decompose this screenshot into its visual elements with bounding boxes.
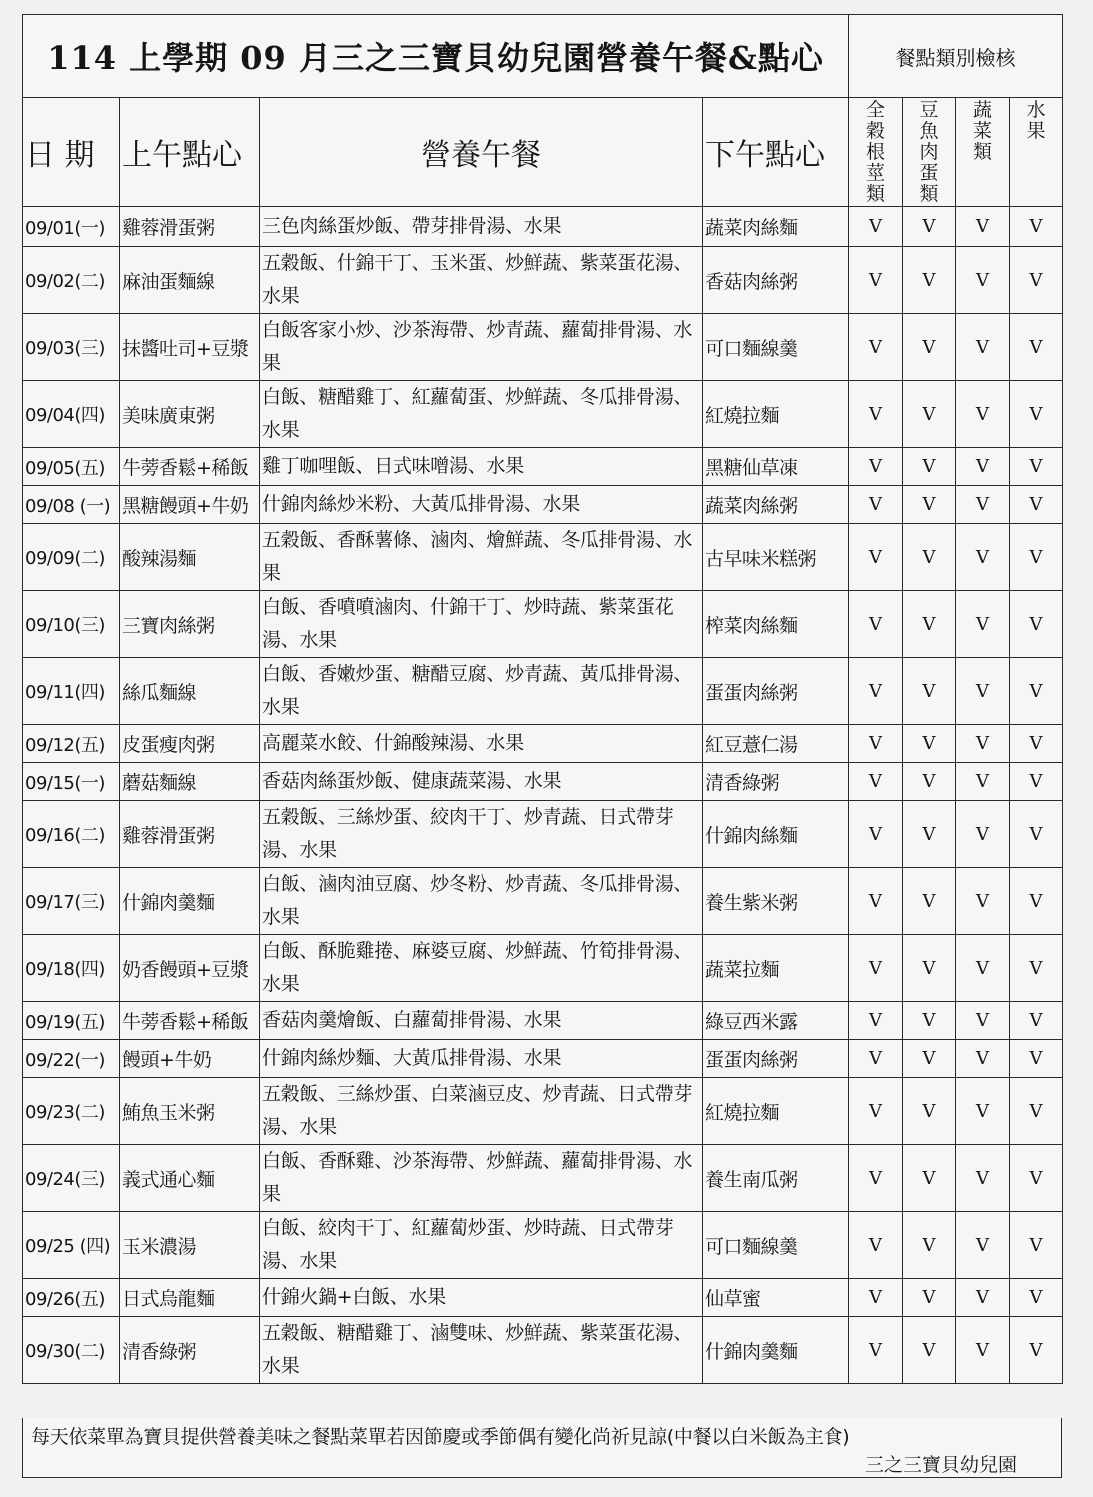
footer <box>22 1418 1062 1478</box>
check-protein: V <box>903 1078 956 1145</box>
check-fruit: V <box>1010 868 1063 935</box>
check-protein: V <box>903 868 956 935</box>
check-protein: V <box>903 1317 956 1384</box>
check-fruit: V <box>1010 381 1063 448</box>
am-snack-cell: 義式通心麵 <box>120 1145 260 1212</box>
check-vegetables: V <box>956 591 1010 658</box>
table-row <box>23 591 1063 658</box>
pm-snack-cell: 蔬菜拉麵 <box>703 935 849 1002</box>
check-protein: V <box>903 658 956 725</box>
check-protein: V <box>903 763 956 801</box>
am-snack-cell: 牛蒡香鬆+稀飯 <box>120 448 260 486</box>
pm-snack-cell: 綠豆西米露 <box>703 1002 849 1040</box>
am-snack-cell: 饅頭+牛奶 <box>120 1040 260 1078</box>
check-protein: V <box>903 381 956 448</box>
pm-snack-cell: 可口麵線羹 <box>703 314 849 381</box>
am-snack-cell: 皮蛋瘦肉粥 <box>120 725 260 763</box>
check-protein: V <box>903 1002 956 1040</box>
date-cell: 09/24(三) <box>23 1145 120 1212</box>
check-grains: V <box>849 1279 903 1317</box>
am-snack-cell: 蘑菇麵線 <box>120 763 260 801</box>
check-grains: V <box>849 1212 903 1279</box>
check-vegetables: V <box>956 763 1010 801</box>
check-protein: V <box>903 725 956 763</box>
lunch-cell: 什錦肉絲炒麵、大黃瓜排骨湯、水果 <box>260 1040 703 1078</box>
date-cell: 09/17(三) <box>23 868 120 935</box>
lunch-cell: 白飯、香嫩炒蛋、糖醋豆腐、炒青蔬、黃瓜排骨湯、水果 <box>260 658 703 725</box>
table-row <box>23 725 1063 763</box>
check-vegetables: V <box>956 207 1010 247</box>
check-grains: V <box>849 1040 903 1078</box>
table-row <box>23 207 1063 247</box>
date-cell: 09/16(二) <box>23 801 120 868</box>
date-cell: 09/18(四) <box>23 935 120 1002</box>
date-cell: 09/12(五) <box>23 725 120 763</box>
table-row <box>23 1002 1063 1040</box>
check-fruit: V <box>1010 801 1063 868</box>
table-row <box>23 1145 1063 1212</box>
check-protein: V <box>903 1279 956 1317</box>
am-snack-cell: 什錦肉羹麵 <box>120 868 260 935</box>
menu-table <box>22 14 1063 1384</box>
footer-note: 每天依菜單為寶貝提供營養美味之餐點菜單若因節慶或季節偶有變化尚祈見諒(中餐以白米飯為主食) <box>31 1426 850 1448</box>
lunch-cell: 香菇肉絲蛋炒飯、健康蔬菜湯、水果 <box>260 763 703 801</box>
check-protein: V <box>903 1212 956 1279</box>
lunch-cell: 什錦火鍋+白飯、水果 <box>260 1279 703 1317</box>
date-cell: 09/23(二) <box>23 1078 120 1145</box>
lunch-cell: 白飯客家小炒、沙茶海帶、炒青蔬、蘿蔔排骨湯、水果 <box>260 314 703 381</box>
pm-snack-cell: 養生紫米粥 <box>703 868 849 935</box>
check-fruit: V <box>1010 448 1063 486</box>
lunch-cell: 白飯、糖醋雞丁、紅蘿蔔蛋、炒鮮蔬、冬瓜排骨湯、水果 <box>260 381 703 448</box>
table-row <box>23 935 1063 1002</box>
check-protein: V <box>903 935 956 1002</box>
table-row <box>23 247 1063 314</box>
pm-snack-cell: 蔬菜肉絲粥 <box>703 486 849 524</box>
check-vegetables: V <box>956 524 1010 591</box>
lunch-cell: 三色肉絲蛋炒飯、帶芽排骨湯、水果 <box>260 207 703 247</box>
lunch-cell: 五穀飯、三絲炒蛋、絞肉干丁、炒青蔬、日式帶芽湯、水果 <box>260 801 703 868</box>
check-protein: V <box>903 486 956 524</box>
check-vegetables: V <box>956 448 1010 486</box>
table-row <box>23 314 1063 381</box>
check-vegetables: V <box>956 658 1010 725</box>
check-vegetables: V <box>956 725 1010 763</box>
am-snack-cell: 美味廣東粥 <box>120 381 260 448</box>
check-vegetables: V <box>956 314 1010 381</box>
date-cell: 09/15(一) <box>23 763 120 801</box>
check-protein: V <box>903 801 956 868</box>
check-grains: V <box>849 524 903 591</box>
check-vegetables: V <box>956 1145 1010 1212</box>
am-snack-cell: 抹醬吐司+豆漿 <box>120 314 260 381</box>
am-snack-cell: 清香綠粥 <box>120 1317 260 1384</box>
am-snack-cell: 麻油蛋麵線 <box>120 247 260 314</box>
check-vegetables: V <box>956 801 1010 868</box>
footer-signature: 三之三寶貝幼兒園 <box>864 1454 1017 1476</box>
table-row <box>23 1078 1063 1145</box>
check-grains: V <box>849 207 903 247</box>
pm-snack-cell: 蛋蛋肉絲粥 <box>703 658 849 725</box>
pm-snack-cell: 什錦肉羹麵 <box>703 1317 849 1384</box>
check-fruit: V <box>1010 725 1063 763</box>
lunch-cell: 高麗菜水餃、什錦酸辣湯、水果 <box>260 725 703 763</box>
am-snack-cell: 黑糖饅頭+牛奶 <box>120 486 260 524</box>
check-grains: V <box>849 314 903 381</box>
lunch-cell: 白飯、香噴噴滷肉、什錦干丁、炒時蔬、紫菜蛋花湯、水果 <box>260 591 703 658</box>
check-fruit: V <box>1010 1317 1063 1384</box>
check-protein: V <box>903 1145 956 1212</box>
check-vegetables: V <box>956 935 1010 1002</box>
check-protein: V <box>903 524 956 591</box>
check-protein: V <box>903 1040 956 1078</box>
check-grains: V <box>849 801 903 868</box>
check-fruit: V <box>1010 486 1063 524</box>
date-cell: 09/22(一) <box>23 1040 120 1078</box>
check-grains: V <box>849 381 903 448</box>
header-lunch: 營養午餐 <box>260 98 703 207</box>
check-grains: V <box>849 486 903 524</box>
check-fruit: V <box>1010 1040 1063 1078</box>
table-row <box>23 524 1063 591</box>
check-fruit: V <box>1010 1212 1063 1279</box>
date-cell: 09/11(四) <box>23 658 120 725</box>
lunch-cell: 白飯、酥脆雞捲、麻婆豆腐、炒鮮蔬、竹筍排骨湯、水果 <box>260 935 703 1002</box>
header-grains: 全穀根莖類 <box>849 98 903 207</box>
lunch-cell: 雞丁咖哩飯、日式味噌湯、水果 <box>260 448 703 486</box>
date-cell: 09/05(五) <box>23 448 120 486</box>
table-row <box>23 1279 1063 1317</box>
check-vegetables: V <box>956 486 1010 524</box>
check-vegetables: V <box>956 868 1010 935</box>
check-vegetables: V <box>956 247 1010 314</box>
check-grains: V <box>849 247 903 314</box>
table-row <box>23 1040 1063 1078</box>
header-fruit: 水果 <box>1010 98 1063 207</box>
check-vegetables: V <box>956 1002 1010 1040</box>
check-protein: V <box>903 247 956 314</box>
date-cell: 09/25 (四) <box>23 1212 120 1279</box>
table-row <box>23 381 1063 448</box>
check-fruit: V <box>1010 524 1063 591</box>
pm-snack-cell: 黑糖仙草凍 <box>703 448 849 486</box>
lunch-cell: 五穀飯、三絲炒蛋、白菜滷豆皮、炒青蔬、日式帶芽湯、水果 <box>260 1078 703 1145</box>
header-vegetables: 蔬菜類 <box>956 98 1010 207</box>
check-grains: V <box>849 1078 903 1145</box>
menu-sheet <box>22 14 1062 1478</box>
menu-rows <box>23 207 1063 1384</box>
check-grains: V <box>849 1317 903 1384</box>
pm-snack-cell: 蔬菜肉絲麵 <box>703 207 849 247</box>
lunch-cell: 五穀飯、香酥薯條、滷肉、燴鮮蔬、冬瓜排骨湯、水果 <box>260 524 703 591</box>
check-grains: V <box>849 448 903 486</box>
check-fruit: V <box>1010 247 1063 314</box>
table-row <box>23 1317 1063 1384</box>
check-grains: V <box>849 1145 903 1212</box>
check-fruit: V <box>1010 1279 1063 1317</box>
pm-snack-cell: 紅燒拉麵 <box>703 381 849 448</box>
check-fruit: V <box>1010 1145 1063 1212</box>
check-fruit: V <box>1010 1078 1063 1145</box>
pm-snack-cell: 香菇肉絲粥 <box>703 247 849 314</box>
check-vegetables: V <box>956 381 1010 448</box>
check-fruit: V <box>1010 314 1063 381</box>
check-vegetables: V <box>956 1078 1010 1145</box>
check-fruit: V <box>1010 207 1063 247</box>
date-cell: 09/09(二) <box>23 524 120 591</box>
check-fruit: V <box>1010 591 1063 658</box>
check-vegetables: V <box>956 1279 1010 1317</box>
date-cell: 09/03(三) <box>23 314 120 381</box>
am-snack-cell: 酸辣湯麵 <box>120 524 260 591</box>
lunch-cell: 香菇肉羹燴飯、白蘿蔔排骨湯、水果 <box>260 1002 703 1040</box>
pm-snack-cell: 養生南瓜粥 <box>703 1145 849 1212</box>
pm-snack-cell: 蛋蛋肉絲粥 <box>703 1040 849 1078</box>
date-cell: 09/02(二) <box>23 247 120 314</box>
am-snack-cell: 日式烏龍麵 <box>120 1279 260 1317</box>
header-date: 日 期 <box>23 98 120 207</box>
lunch-cell: 五穀飯、什錦干丁、玉米蛋、炒鮮蔬、紫菜蛋花湯、水果 <box>260 247 703 314</box>
date-cell: 09/10(三) <box>23 591 120 658</box>
table-row <box>23 1212 1063 1279</box>
check-protein: V <box>903 448 956 486</box>
check-grains: V <box>849 935 903 1002</box>
date-cell: 09/04(四) <box>23 381 120 448</box>
date-cell: 09/30(二) <box>23 1317 120 1384</box>
check-grains: V <box>849 658 903 725</box>
pm-snack-cell: 紅豆薏仁湯 <box>703 725 849 763</box>
check-fruit: V <box>1010 763 1063 801</box>
lunch-cell: 白飯、滷肉油豆腐、炒冬粉、炒青蔬、冬瓜排骨湯、水果 <box>260 868 703 935</box>
check-fruit: V <box>1010 935 1063 1002</box>
date-cell: 09/26(五) <box>23 1279 120 1317</box>
date-cell: 09/08 (一) <box>23 486 120 524</box>
am-snack-cell: 絲瓜麵線 <box>120 658 260 725</box>
am-snack-cell: 三寶肉絲粥 <box>120 591 260 658</box>
pm-snack-cell: 可口麵線羹 <box>703 1212 849 1279</box>
check-grains: V <box>849 868 903 935</box>
table-row <box>23 868 1063 935</box>
header-am-snack: 上午點心 <box>120 98 260 207</box>
page-title: 114 上學期 09 月三之三寶貝幼兒園營養午餐&點心 <box>23 15 849 98</box>
check-section-title: 餐點類別檢核 <box>849 15 1063 98</box>
table-row <box>23 801 1063 868</box>
header-protein: 豆魚肉蛋類 <box>903 98 956 207</box>
lunch-cell: 五穀飯、糖醋雞丁、滷雙味、炒鮮蔬、紫菜蛋花湯、水果 <box>260 1317 703 1384</box>
table-row <box>23 486 1063 524</box>
am-snack-cell: 奶香饅頭+豆漿 <box>120 935 260 1002</box>
check-vegetables: V <box>956 1317 1010 1384</box>
header-pm-snack: 下午點心 <box>703 98 849 207</box>
check-grains: V <box>849 1002 903 1040</box>
check-grains: V <box>849 763 903 801</box>
table-row <box>23 658 1063 725</box>
am-snack-cell: 雞蓉滑蛋粥 <box>120 207 260 247</box>
check-protein: V <box>903 591 956 658</box>
table-row <box>23 763 1063 801</box>
pm-snack-cell: 仙草蜜 <box>703 1279 849 1317</box>
check-fruit: V <box>1010 1002 1063 1040</box>
pm-snack-cell: 古早味米糕粥 <box>703 524 849 591</box>
lunch-cell: 白飯、絞肉干丁、紅蘿蔔炒蛋、炒時蔬、日式帶芽湯、水果 <box>260 1212 703 1279</box>
pm-snack-cell: 什錦肉絲麵 <box>703 801 849 868</box>
check-fruit: V <box>1010 658 1063 725</box>
am-snack-cell: 牛蒡香鬆+稀飯 <box>120 1002 260 1040</box>
pm-snack-cell: 紅燒拉麵 <box>703 1078 849 1145</box>
date-cell: 09/01(一) <box>23 207 120 247</box>
am-snack-cell: 雞蓉滑蛋粥 <box>120 801 260 868</box>
table-row <box>23 448 1063 486</box>
date-cell: 09/19(五) <box>23 1002 120 1040</box>
pm-snack-cell: 清香綠粥 <box>703 763 849 801</box>
check-vegetables: V <box>956 1212 1010 1279</box>
lunch-cell: 白飯、香酥雞、沙茶海帶、炒鮮蔬、蘿蔔排骨湯、水果 <box>260 1145 703 1212</box>
pm-snack-cell: 榨菜肉絲麵 <box>703 591 849 658</box>
lunch-cell: 什錦肉絲炒米粉、大黃瓜排骨湯、水果 <box>260 486 703 524</box>
check-protein: V <box>903 314 956 381</box>
check-vegetables: V <box>956 1040 1010 1078</box>
am-snack-cell: 鮪魚玉米粥 <box>120 1078 260 1145</box>
am-snack-cell: 玉米濃湯 <box>120 1212 260 1279</box>
check-protein: V <box>903 207 956 247</box>
check-grains: V <box>849 591 903 658</box>
check-grains: V <box>849 725 903 763</box>
